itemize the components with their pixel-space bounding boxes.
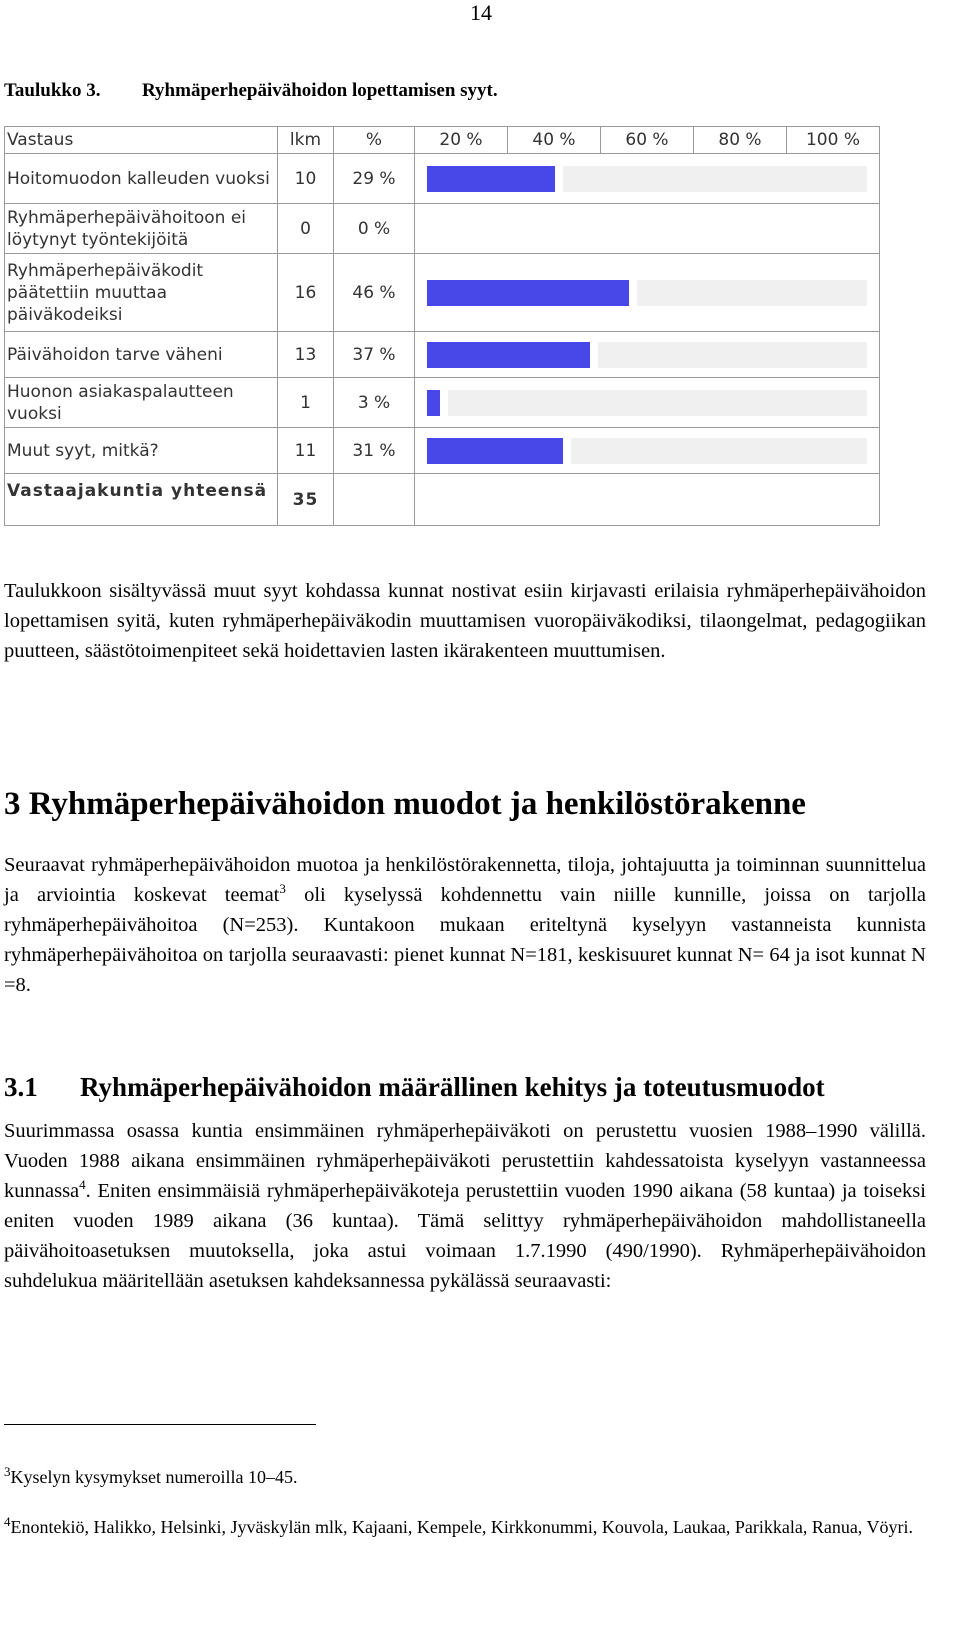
page-number: 14 <box>470 0 492 25</box>
header-percent: % <box>334 127 415 154</box>
bar-fill <box>427 280 629 306</box>
row-answer: Ryhmäperhepäiväkodit päätettiin muuttaa päiväkodeiksi <box>5 254 278 332</box>
header-scale-60: 60 % <box>601 127 694 154</box>
subsection-title: Ryhmäperhepäivähoidon määrällinen kehitys ja toteutusmuodot <box>80 1072 825 1102</box>
total-bar-cell <box>415 474 880 526</box>
table-total-row <box>5 474 880 526</box>
footnote-text: Enontekiö, Halikko, Helsinki, Jyväskylän mlk, Kajaani, Kempele, Kirkkonummi, Kouvola, Laukaa, Parikkala, Ranua, Vöyri. <box>10 1517 913 1537</box>
bar-track <box>427 342 867 368</box>
bar-track <box>427 166 867 192</box>
table-row <box>5 378 880 428</box>
row-answer: Päivähoidon tarve väheni <box>5 332 278 378</box>
bar-gap <box>440 390 448 416</box>
total-percent-cell <box>334 474 415 526</box>
table-commentary <box>4 576 926 666</box>
subsection-paragraph <box>4 1116 926 1296</box>
row-answer: Ryhmäperhepäivähoitoon ei löytynyt työntekijöitä <box>5 204 278 254</box>
row-answer: Muut syyt, mitkä? <box>5 428 278 474</box>
footnote <box>4 1464 926 1491</box>
row-bar-cell <box>415 154 880 204</box>
table-row <box>5 332 880 378</box>
row-answer: Huonon asiakaspalautteen vuoksi <box>5 378 278 428</box>
footnote-ref: 3 <box>279 881 286 897</box>
section-heading: 3 Ryhmäperhepäivähoidon muodot ja henkilöstörakenne <box>4 786 806 822</box>
row-percent: 31 % <box>334 428 415 474</box>
bar-gap <box>590 342 598 368</box>
section-paragraph <box>4 850 926 1000</box>
total-count: 35 <box>278 474 334 526</box>
row-percent: 29 % <box>334 154 415 204</box>
bar-track <box>427 280 867 306</box>
row-percent: 37 % <box>334 332 415 378</box>
table-row <box>5 428 880 474</box>
bar-gap <box>563 438 571 464</box>
row-bar-cell <box>415 332 880 378</box>
header-count: lkm <box>278 127 334 154</box>
subsection-heading <box>4 1072 825 1103</box>
row-percent: 46 % <box>334 254 415 332</box>
paragraph-text-part: Suurimmassa osassa kuntia ensimmäinen ryhmäperhepäiväkoti on perustettu vuosien 1988–1990 välillä. Vuoden 1988 aikana ensimmäinen ryhmäperhepäiväkoti perustettiin kahdessatoista kyselyyn vastanneessa kunnassa <box>4 1120 926 1202</box>
header-scale-80: 80 % <box>694 127 787 154</box>
header-scale-100: 100 % <box>787 127 880 154</box>
bar-fill <box>427 342 590 368</box>
row-answer: Hoitomuodon kalleuden vuoksi <box>5 154 278 204</box>
bar-fill <box>427 166 555 192</box>
paragraph-text <box>4 850 926 1000</box>
table-caption-title: Ryhmäperhepäivähoidon lopettamisen syyt. <box>142 80 498 101</box>
table-row <box>5 254 880 332</box>
paragraph-text-part: . Eniten ensimmäisiä ryhmäperhepäiväkoteja perustettiin vuoden 1990 aikana (58 kuntaa) ja toiseksi eniten vuoden 1989 aikana (36 kuntaa). Tämä selittyy ryhmäperhepäivähoidon mahdollistaneella päivähoitoasetuksen muutoksella, joka astui voimaan 1.7.1990 (490/1990). Ryhmäperhepäivähoidon suhdelukua määritellään asetuksen kahdeksannessa pykälässä seuraavasti: <box>4 1180 926 1292</box>
row-bar-cell <box>415 428 880 474</box>
row-count: 13 <box>278 332 334 378</box>
table-header-row <box>5 127 880 154</box>
row-bar-cell <box>415 254 880 332</box>
header-scale-40: 40 % <box>508 127 601 154</box>
bar-gap <box>555 166 563 192</box>
table-row <box>5 204 880 254</box>
row-count: 16 <box>278 254 334 332</box>
row-bar-cell <box>415 378 880 428</box>
footnote-ref: 4 <box>79 1177 86 1193</box>
row-count: 0 <box>278 204 334 254</box>
footnote-mark: 4 <box>4 1514 11 1529</box>
row-bar-cell <box>415 204 880 254</box>
row-count: 11 <box>278 428 334 474</box>
footnote-text: Kyselyn kysymykset numeroilla 10–45. <box>10 1467 298 1487</box>
footnote-divider <box>4 1424 316 1425</box>
row-percent: 0 % <box>334 204 415 254</box>
bar-track <box>427 390 867 416</box>
bar-fill <box>427 438 563 464</box>
row-count: 1 <box>278 378 334 428</box>
table-caption <box>4 80 498 102</box>
total-label: Vastaajakuntia yhteensä <box>5 474 278 526</box>
subsection-number: 3.1 <box>4 1072 38 1102</box>
row-percent: 3 % <box>334 378 415 428</box>
bar-fill <box>427 390 440 416</box>
bar-track <box>427 216 867 242</box>
footnote <box>4 1514 926 1541</box>
bar-track <box>427 438 867 464</box>
paragraph-text <box>4 1116 926 1296</box>
paragraph-text-part: oli kyselyssä kohdennettu vain niille kunnille, joissa on tarjolla ryhmäperhepäivähoitoa (N=253). Kuntakoon mukaan eriteltynä kyselyyn vastanneista kunnista ryhmäperhepäivähoitoa on tarjolla seuraavasti: pienet kunnat N=181, keskisuuret kunnat N= 64 ja isot kunnat N =8. <box>4 884 927 996</box>
table-caption-label: Taulukko 3. <box>4 80 101 101</box>
footnote-mark: 3 <box>4 1464 11 1479</box>
paragraph-text-part: Seuraavat ryhmäperhepäivähoidon muotoa ja henkilöstörakennetta, tiloja, johtajuutta ja toiminnan suunnittelua ja arviointia koskevat teemat <box>4 854 926 906</box>
row-count: 10 <box>278 154 334 204</box>
paragraph-text: Taulukkoon sisältyvässä muut syyt kohdassa kunnat nostivat esiin kirjavasti erilaisia ryhmäperhepäivähoidon lopettamisen syitä, kuten ryhmäperhepäiväkodin muuttamisen vuoropäiväkodiksi, tilaongelmat, pedagogiikan puutteen, säästötoimenpiteet sekä hoidettavien lasten ikärakenteen muuttumisen. <box>4 580 926 662</box>
header-answer: Vastaus <box>5 127 278 154</box>
table-row <box>5 154 880 204</box>
bar-gap <box>629 280 637 306</box>
header-scale-20: 20 % <box>415 127 508 154</box>
survey-table <box>4 126 880 526</box>
